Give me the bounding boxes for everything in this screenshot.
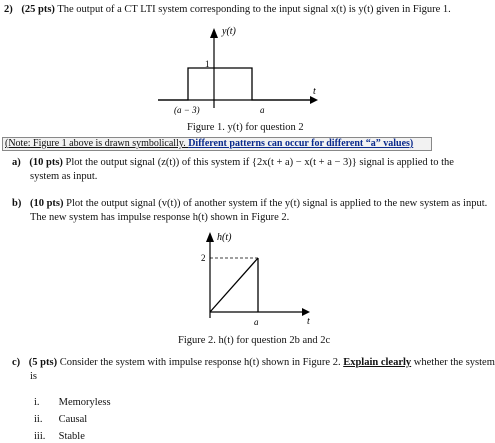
note-text-2: Different patterns can occur for different “a” values): [188, 138, 414, 149]
figure-2-caption: Figure 2. h(t) for question 2b and 2c: [178, 335, 331, 346]
note-prefix: (Note:: [5, 138, 31, 149]
question-2-header: [4, 3, 451, 16]
figure-1-y-arrow: [210, 28, 218, 38]
figure-2-ramp: [210, 258, 258, 312]
list-item-number: i.: [34, 397, 40, 408]
question-text: The output of a CT LTI system corresponding to the input signal x(t) is y(t) given in Figure 1.: [57, 4, 451, 15]
list-item-number: iii.: [34, 431, 46, 442]
part-c-points: (5 pts): [28, 357, 58, 368]
part-c-text-1a: Consider the system with impulse response h(t) shown in Figure 2.: [59, 357, 344, 368]
part-b-label: b): [12, 198, 22, 209]
figure-2-plot: [190, 228, 320, 328]
part-c-emphasis: Explain clearly: [343, 357, 412, 368]
figure-1-signal: [158, 68, 310, 100]
part-b-line-1: [12, 197, 487, 210]
figure-2-ylabel: h(t): [217, 232, 232, 243]
part-a-line-1: [12, 156, 454, 169]
part-c-text-2: is: [30, 371, 38, 382]
figure-2-level: 2: [201, 253, 206, 263]
part-c-text-1c: whether the system: [411, 357, 495, 368]
figure-2-tick-right: a: [254, 317, 259, 327]
list-item-text: Memoryless: [58, 397, 111, 408]
figure-2-x-arrow: [302, 308, 310, 316]
part-b-text-2: The new system has impulse response h(t) shown in Figure 2.: [30, 212, 290, 223]
question-points: (25 pts): [21, 4, 55, 15]
part-a-label: a): [12, 157, 21, 168]
figure-1-level: 1: [205, 59, 210, 69]
list-item: [34, 413, 87, 426]
note-text-1: Figure 1 above is drawn symbolically.: [30, 138, 189, 149]
figure-1-x-arrow: [310, 96, 318, 104]
figure-1-tick-left: (a − 3): [174, 105, 200, 115]
list-item: [34, 396, 111, 409]
note-box: [2, 137, 432, 151]
part-b-text-1: Plot the output signal (v(t)) of another system if the y(t) signal is applied to the new system as input.: [66, 198, 488, 209]
figure-1-caption: Figure 1. y(t) for question 2: [187, 122, 304, 133]
question-number: 2): [4, 4, 13, 15]
part-c-line-1: [12, 356, 495, 369]
figure-1-xlabel: t: [313, 86, 316, 97]
part-b-points: (10 pts): [29, 198, 64, 209]
part-c-label: c): [12, 357, 21, 368]
part-a-text-2: system as input.: [30, 171, 98, 182]
part-a-points: (10 pts): [29, 157, 63, 168]
list-item-text: Stable: [58, 431, 85, 442]
list-item: [34, 430, 85, 443]
figure-2-xlabel: t: [307, 316, 310, 327]
figure-1-plot: [150, 22, 330, 118]
part-a-text-1: Plot the output signal (z(t)) of this system if {2x(t + a) − x(t + a − 3)} signal is applied to the: [65, 157, 454, 168]
figure-2-y-arrow: [206, 232, 214, 242]
figure-1-tick-right: a: [260, 105, 265, 115]
figure-1-ylabel: y(t): [222, 26, 236, 37]
list-item-number: ii.: [34, 414, 43, 425]
list-item-text: Causal: [58, 414, 88, 425]
